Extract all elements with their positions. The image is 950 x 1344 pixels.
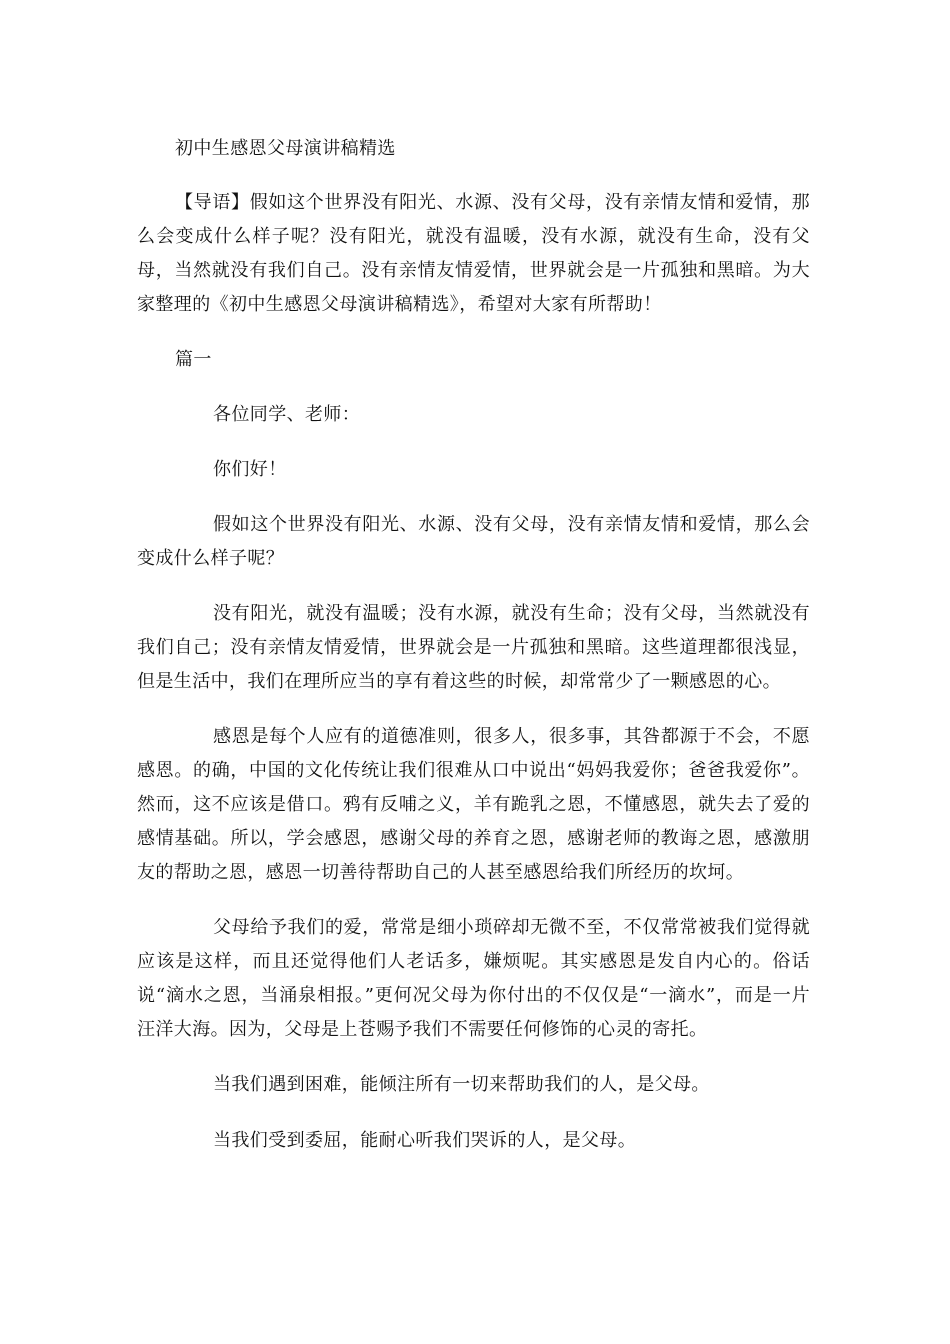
- document-page: [137, 132, 810, 1158]
- salutation: 各位同学、老师：: [213, 404, 361, 425]
- body-paragraph: 当我们受到委屈，能耐心听我们哭诉的人，是父母。: [213, 1130, 637, 1151]
- body-paragraph: 当我们遇到困难，能倾注所有一切来帮助我们的人，是父母。: [213, 1074, 710, 1095]
- body-paragraph: 父母给予我们的爱，常常是细小琐碎却无微不至，不仅常常被我们觉得就应该是这样，而且还觉得他们人老话多，嫌烦呢。其实感恩是发自内心的。俗话说“滴水之恩，当涌泉相报。”更何况父母为你付出的不仅仅是“一滴水”，而是一片汪洋大海。因为，父母是上苍赐予我们不需要任何修饰的心灵的寄托。: [137, 917, 810, 1040]
- intro-paragraph: 【导语】假如这个世界没有阳光、水源、没有父母，没有亲情友情和爱情，那么会变成什么样子呢？没有阳光，就没有温暖，没有水源，就没有生命，没有父母，当然就没有我们自己。没有亲情友情爱情，世界就会是一片孤独和黑暗。为大家整理的《初中生感恩父母演讲稿精选》，希望对大家有所帮助！: [137, 192, 810, 315]
- body-paragraph: 感恩是每个人应有的道德准则，很多人，很多事，其咎都源于不会，不愿感恩。的确，中国的文化传统让我们很难从口中说出“妈妈我爱你；爸爸我爱你”。然而，这不应该是借口。鸦有反哺之义，羊有跪乳之恩，不懂感恩，就失去了爱的感情基础。所以，学会感恩，感谢父母的养育之恩，感谢老师的教诲之恩，感激朋友的帮助之恩，感恩一切善待帮助自己的人甚至感恩给我们所经历的坎坷。: [137, 726, 810, 883]
- body-paragraph: 没有阳光，就没有温暖；没有水源，就没有生命；没有父母，当然就没有我们自己；没有亲情友情爱情，世界就会是一片孤独和黑暗。这些道理都很浅显，但是生活中，我们在理所应当的享有着这些的时候，却常常少了一颗感恩的心。: [137, 603, 810, 692]
- document-title: 初中生感恩父母演讲稿精选: [175, 138, 396, 159]
- section-heading: 篇一: [175, 349, 212, 370]
- body-paragraph: 假如这个世界没有阳光、水源、没有父母，没有亲情友情和爱情，那么会变成什么样子呢？: [137, 514, 810, 569]
- greeting: 你们好！: [213, 459, 287, 480]
